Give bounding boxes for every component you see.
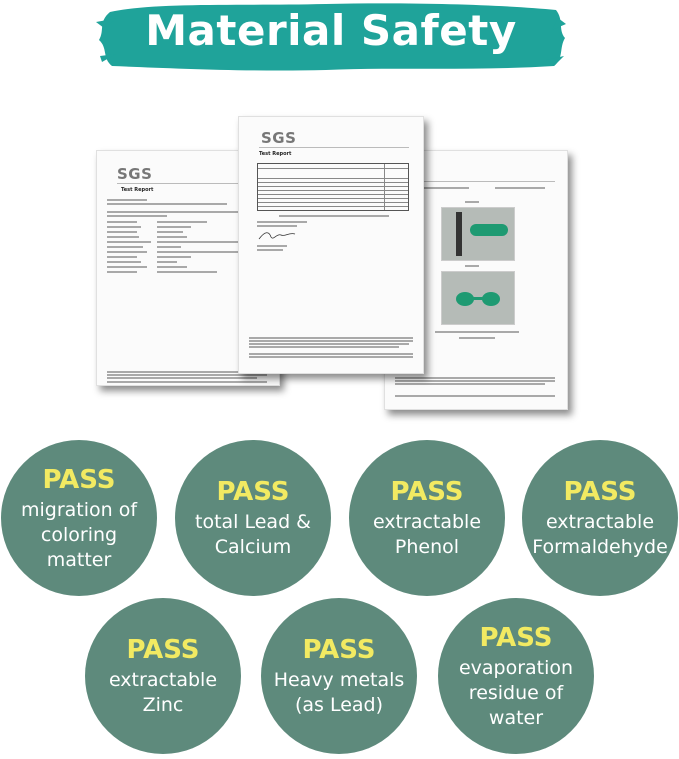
badge-description: coloring xyxy=(40,523,118,546)
pass-badge-phenol xyxy=(349,440,505,596)
badge-description: Formaldehyde xyxy=(532,536,668,558)
banner-title: Material Safety xyxy=(145,6,517,55)
sgs-logo: SGS xyxy=(261,129,297,147)
badge-description: evaporation xyxy=(458,656,574,679)
pass-badge-zinc xyxy=(85,598,241,754)
badge-description: extractable xyxy=(372,511,482,533)
pass-label: PASS xyxy=(216,477,290,507)
pass-label: PASS xyxy=(42,464,116,495)
badge-description: (as Lead) xyxy=(294,694,384,716)
badge-description: extractable xyxy=(545,511,655,533)
badge-description: residue of xyxy=(468,681,564,704)
pass-label: PASS xyxy=(390,477,464,507)
sgs-logo: SGS xyxy=(117,165,153,183)
badge-description: total Lead & xyxy=(195,511,311,533)
test-report-document-center xyxy=(238,116,424,374)
report-heading: Test Report xyxy=(121,187,154,193)
badge-description: Calcium xyxy=(214,536,292,558)
report-heading: Test Report xyxy=(259,151,292,157)
product-photo-ruler xyxy=(441,207,515,261)
badge-description: Heavy metals xyxy=(273,669,405,691)
badge-description: water xyxy=(488,706,544,729)
product-photo-goggles xyxy=(441,271,515,325)
badge-description: Phenol xyxy=(394,536,460,558)
badge-description: Zinc xyxy=(142,694,184,716)
pass-badge-migration xyxy=(1,440,157,596)
pass-badge-lead-calcium xyxy=(175,440,331,596)
badge-description: extractable xyxy=(108,669,218,691)
badge-description: migration of xyxy=(20,498,138,521)
badge-description: matter xyxy=(46,548,112,571)
results-table xyxy=(257,163,409,211)
pass-badge-evaporation-residue xyxy=(438,598,594,754)
signature-mark xyxy=(257,229,297,243)
pass-label: PASS xyxy=(126,635,200,665)
pass-label: PASS xyxy=(479,622,553,653)
pass-label: PASS xyxy=(302,635,376,665)
pass-label: PASS xyxy=(563,477,637,507)
pass-badge-heavy-metals xyxy=(261,598,417,754)
pass-badge-formaldehyde xyxy=(522,440,678,596)
